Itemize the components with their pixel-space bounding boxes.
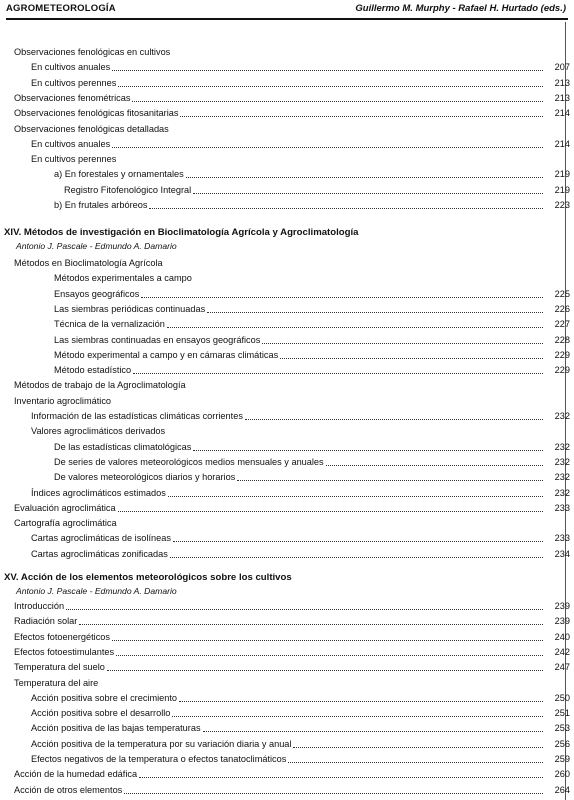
toc-entry-title: Métodos de trabajo de la Agroclimatología — [14, 380, 186, 391]
toc-entry-page: 251 — [554, 708, 570, 719]
toc-entry-title: Introducción — [14, 601, 65, 611]
toc-entry-page: 239 — [554, 601, 570, 611]
toc-entry-title: Las siembras periódicas continuadas — [54, 303, 206, 314]
toc-entry-title: En cultivos perennes — [31, 154, 117, 165]
toc-entry-leader — [167, 327, 543, 328]
toc-entry-title: Inventario agroclimático — [14, 395, 112, 406]
toc-entry-leader — [288, 762, 543, 763]
toc-entry — [0, 517, 574, 530]
toc-entry-page: 264 — [554, 784, 570, 795]
toc-entry — [0, 722, 574, 735]
toc-entry-page: 232 — [554, 411, 570, 421]
toc-entry — [0, 661, 574, 674]
toc-entry-leader — [118, 86, 543, 87]
toc-entry-leader — [203, 731, 543, 732]
toc-entry-page: 219 — [554, 184, 570, 195]
section-15-authors: Antonio J. Pascale - Edmundo A. Damario — [16, 586, 177, 596]
toc-entry — [0, 123, 574, 136]
toc-entry-page: 227 — [554, 319, 570, 330]
toc-entry — [0, 92, 574, 105]
toc-entry-title: Ensayos geográficos — [54, 288, 140, 299]
toc-entry-title: Observaciones fenológicas fitosanitarias — [14, 108, 179, 119]
toc-entry-page: 232 — [554, 441, 570, 452]
toc-entry — [0, 738, 574, 751]
toc-entry-page: 260 — [554, 769, 570, 780]
toc-entry-title: Efectos negativos de la temperatura o efectos tanatoclimáticos — [31, 754, 287, 764]
toc-entry-title: En cultivos perennes — [31, 77, 117, 88]
toc-entry-title: Acción positiva de las bajas temperaturas — [31, 723, 201, 734]
toc-entry — [0, 364, 574, 377]
toc-entry — [0, 471, 574, 484]
toc-entry-page: 233 — [554, 533, 570, 544]
toc-entry-title: Observaciones fenológicas en cultivos — [14, 47, 171, 57]
toc-entry — [0, 379, 574, 392]
toc-entry-leader — [133, 373, 543, 374]
toc-entry — [0, 548, 574, 561]
toc-entry — [0, 168, 574, 181]
toc-entry-page: 234 — [554, 548, 570, 559]
toc-entry-leader — [116, 655, 543, 656]
toc-entry — [0, 395, 574, 408]
toc-entry — [0, 631, 574, 644]
toc-entry — [0, 784, 574, 797]
toc-entry-page: 256 — [554, 738, 570, 749]
toc-entry-title: Efectos fotoenergéticos — [14, 631, 111, 642]
toc-entry-title: Evaluación agroclimática — [14, 502, 116, 513]
toc-entry — [0, 303, 574, 316]
toc-entry-page: 225 — [554, 288, 570, 299]
toc-entry-page: 232 — [554, 472, 570, 483]
toc-entry — [0, 46, 574, 59]
toc-entry-leader — [193, 450, 543, 451]
toc-entry — [0, 77, 574, 90]
toc-entry — [0, 410, 574, 423]
toc-entry — [0, 425, 574, 438]
toc-entry-page: 226 — [554, 303, 570, 314]
toc-entry-page: 242 — [554, 646, 570, 657]
toc-entry-leader — [112, 640, 543, 641]
toc-entry-title: Acción de la humedad edáfica — [14, 769, 138, 780]
toc-entry-title: Método experimental a campo y en cámaras climáticas — [54, 349, 279, 360]
toc-entry-leader — [79, 624, 543, 625]
toc-entry — [0, 153, 574, 166]
toc-entry-leader — [139, 777, 543, 778]
toc-entry — [0, 334, 574, 347]
toc-entry — [0, 257, 574, 270]
toc-entry-title: Registro Fitofenológico Integral — [64, 184, 192, 195]
toc-entry-title: Información de las estadísticas climáticas corrientes — [31, 411, 243, 421]
toc-entry-page: 232 — [554, 487, 570, 498]
toc-entry-title: Acción positiva sobre el desarrollo — [31, 708, 171, 719]
toc-entry-page: 207 — [554, 62, 570, 73]
toc-entry — [0, 61, 574, 74]
toc-entry-leader — [293, 747, 543, 748]
toc-entry-page: 223 — [554, 200, 570, 210]
section-15-title: XV. Acción de los elementos meteorológicos sobre los cultivos — [4, 572, 292, 583]
toc-entry-title: En cultivos anuales — [31, 62, 111, 73]
toc-entry-title: Acción positiva sobre el crecimiento — [31, 692, 178, 703]
toc-entry-title: Temperatura del suelo — [14, 662, 105, 673]
header-editors: Guillermo M. Murphy - Rafael H. Hurtado (eds.) — [355, 3, 566, 14]
toc-entry-page: 232 — [554, 456, 570, 467]
toc-entry-page: 247 — [554, 662, 570, 673]
toc-entry-title: a) En forestales y ornamentales — [54, 169, 184, 180]
toc-entry — [0, 600, 574, 613]
toc-entry-title: Observaciones fenométricas — [14, 92, 131, 103]
toc-entry-page: 229 — [554, 365, 570, 376]
header-book-title: AGROMETEOROLOGÍA — [6, 3, 116, 14]
toc-entry-page: 214 — [554, 138, 570, 149]
toc-entry-leader — [149, 208, 543, 209]
toc-entry-title: Acción positiva de la temperatura por su variación diaria y anual — [31, 738, 292, 749]
toc-entry — [0, 487, 574, 500]
toc-entry-leader — [107, 670, 543, 671]
toc-entry-leader — [168, 496, 543, 497]
toc-entry-page: 228 — [554, 334, 570, 345]
toc-entry-page: 229 — [554, 349, 570, 360]
toc-entry — [0, 677, 574, 690]
toc-entry-title: Cartas agroclimáticas zonificadas — [31, 548, 168, 559]
toc-entry-title: Método estadístico — [54, 365, 132, 376]
toc-entry-title: Técnica de la vernalización — [54, 319, 165, 330]
toc-entry — [0, 502, 574, 515]
toc-entry-page: 219 — [554, 169, 570, 180]
toc-entry — [0, 138, 574, 151]
toc-entry — [0, 646, 574, 659]
toc-entry-leader — [132, 101, 543, 102]
toc-entry-page: 213 — [554, 92, 570, 103]
toc-entry-leader — [207, 312, 543, 313]
toc-entry — [0, 692, 574, 705]
toc-entry-title: Efectos fotoestimulantes — [14, 646, 115, 657]
toc-entry-page: 214 — [554, 108, 570, 119]
toc-entry — [0, 318, 574, 331]
toc-entry — [0, 272, 574, 285]
toc-entry-title: Acción de otros elementos — [14, 784, 123, 795]
toc-entry-leader — [124, 793, 543, 794]
toc-entry-title: Radiación solar — [14, 616, 78, 627]
toc-entry-leader — [179, 701, 543, 702]
toc-entry-leader — [173, 541, 543, 542]
toc-entry-leader — [280, 358, 543, 359]
toc-entry-title: Índices agroclimáticos estimados — [31, 487, 166, 498]
toc-entry-title: Métodos experimentales a campo — [54, 273, 192, 284]
toc-entry-leader — [141, 297, 543, 298]
toc-entry-title: En cultivos anuales — [31, 138, 111, 149]
toc-entry-page: 250 — [554, 692, 570, 703]
toc-entry-page: 259 — [554, 754, 570, 764]
toc-entry-title: Métodos en Bioclimatología Agrícola — [14, 258, 163, 268]
toc-entry — [0, 199, 574, 212]
toc-entry-title: De series de valores meteorológicos medios mensuales y anuales — [54, 456, 324, 467]
toc-entry-page: 240 — [554, 631, 570, 642]
section-14-authors: Antonio J. Pascale - Edmundo A. Damario — [16, 241, 177, 251]
toc-entry-page: 253 — [554, 723, 570, 734]
toc-entry-leader — [170, 557, 543, 558]
toc-entry — [0, 288, 574, 301]
toc-entry-title: De las estadísticas climatológicas — [54, 441, 192, 452]
toc-entry-leader — [262, 343, 543, 344]
toc-entry-page: 239 — [554, 616, 570, 627]
toc-entry-title: b) En frutales arbóreos — [54, 200, 148, 210]
toc-entry-title: De valores meteorológicos diarios y horarios — [54, 472, 236, 483]
toc-entry-leader — [245, 419, 543, 420]
toc-entry-title: Cartografía agroclimática — [14, 518, 117, 529]
toc-entry — [0, 107, 574, 120]
toc-entry-leader — [326, 465, 543, 466]
toc-entry — [0, 184, 574, 197]
toc-entry — [0, 753, 574, 766]
running-header — [6, 0, 568, 20]
toc-entry-leader — [118, 511, 543, 512]
toc-entry — [0, 768, 574, 781]
toc-entry — [0, 456, 574, 469]
section-14-title: XIV. Métodos de investigación en Bioclimatología Agrícola y Agroclimatología — [4, 227, 359, 238]
toc-entry-leader — [186, 177, 543, 178]
toc-entry-leader — [180, 116, 543, 117]
toc-entry-title: Observaciones fenológicas detalladas — [14, 123, 169, 134]
toc-entry-leader — [112, 70, 543, 71]
toc-entry — [0, 349, 574, 362]
toc-entry-leader — [66, 609, 543, 610]
toc-entry — [0, 441, 574, 454]
toc-entry — [0, 707, 574, 720]
toc-entry-title: Valores agroclimáticos derivados — [31, 426, 166, 437]
toc-entry-title: Cartas agroclimáticas de isolíneas — [31, 533, 171, 544]
toc-entry-leader — [237, 480, 543, 481]
toc-entry-title: Temperatura del aire — [14, 677, 99, 688]
toc-entry-page: 213 — [554, 77, 570, 88]
toc-entry-page: 233 — [554, 502, 570, 513]
toc-entry-title: Las siembras continuadas en ensayos geográficos — [54, 334, 261, 345]
toc-entry-leader — [193, 193, 543, 194]
toc-entry-leader — [172, 716, 543, 717]
toc-entry-leader — [112, 147, 543, 148]
toc-entry — [0, 532, 574, 545]
toc-entry — [0, 615, 574, 628]
